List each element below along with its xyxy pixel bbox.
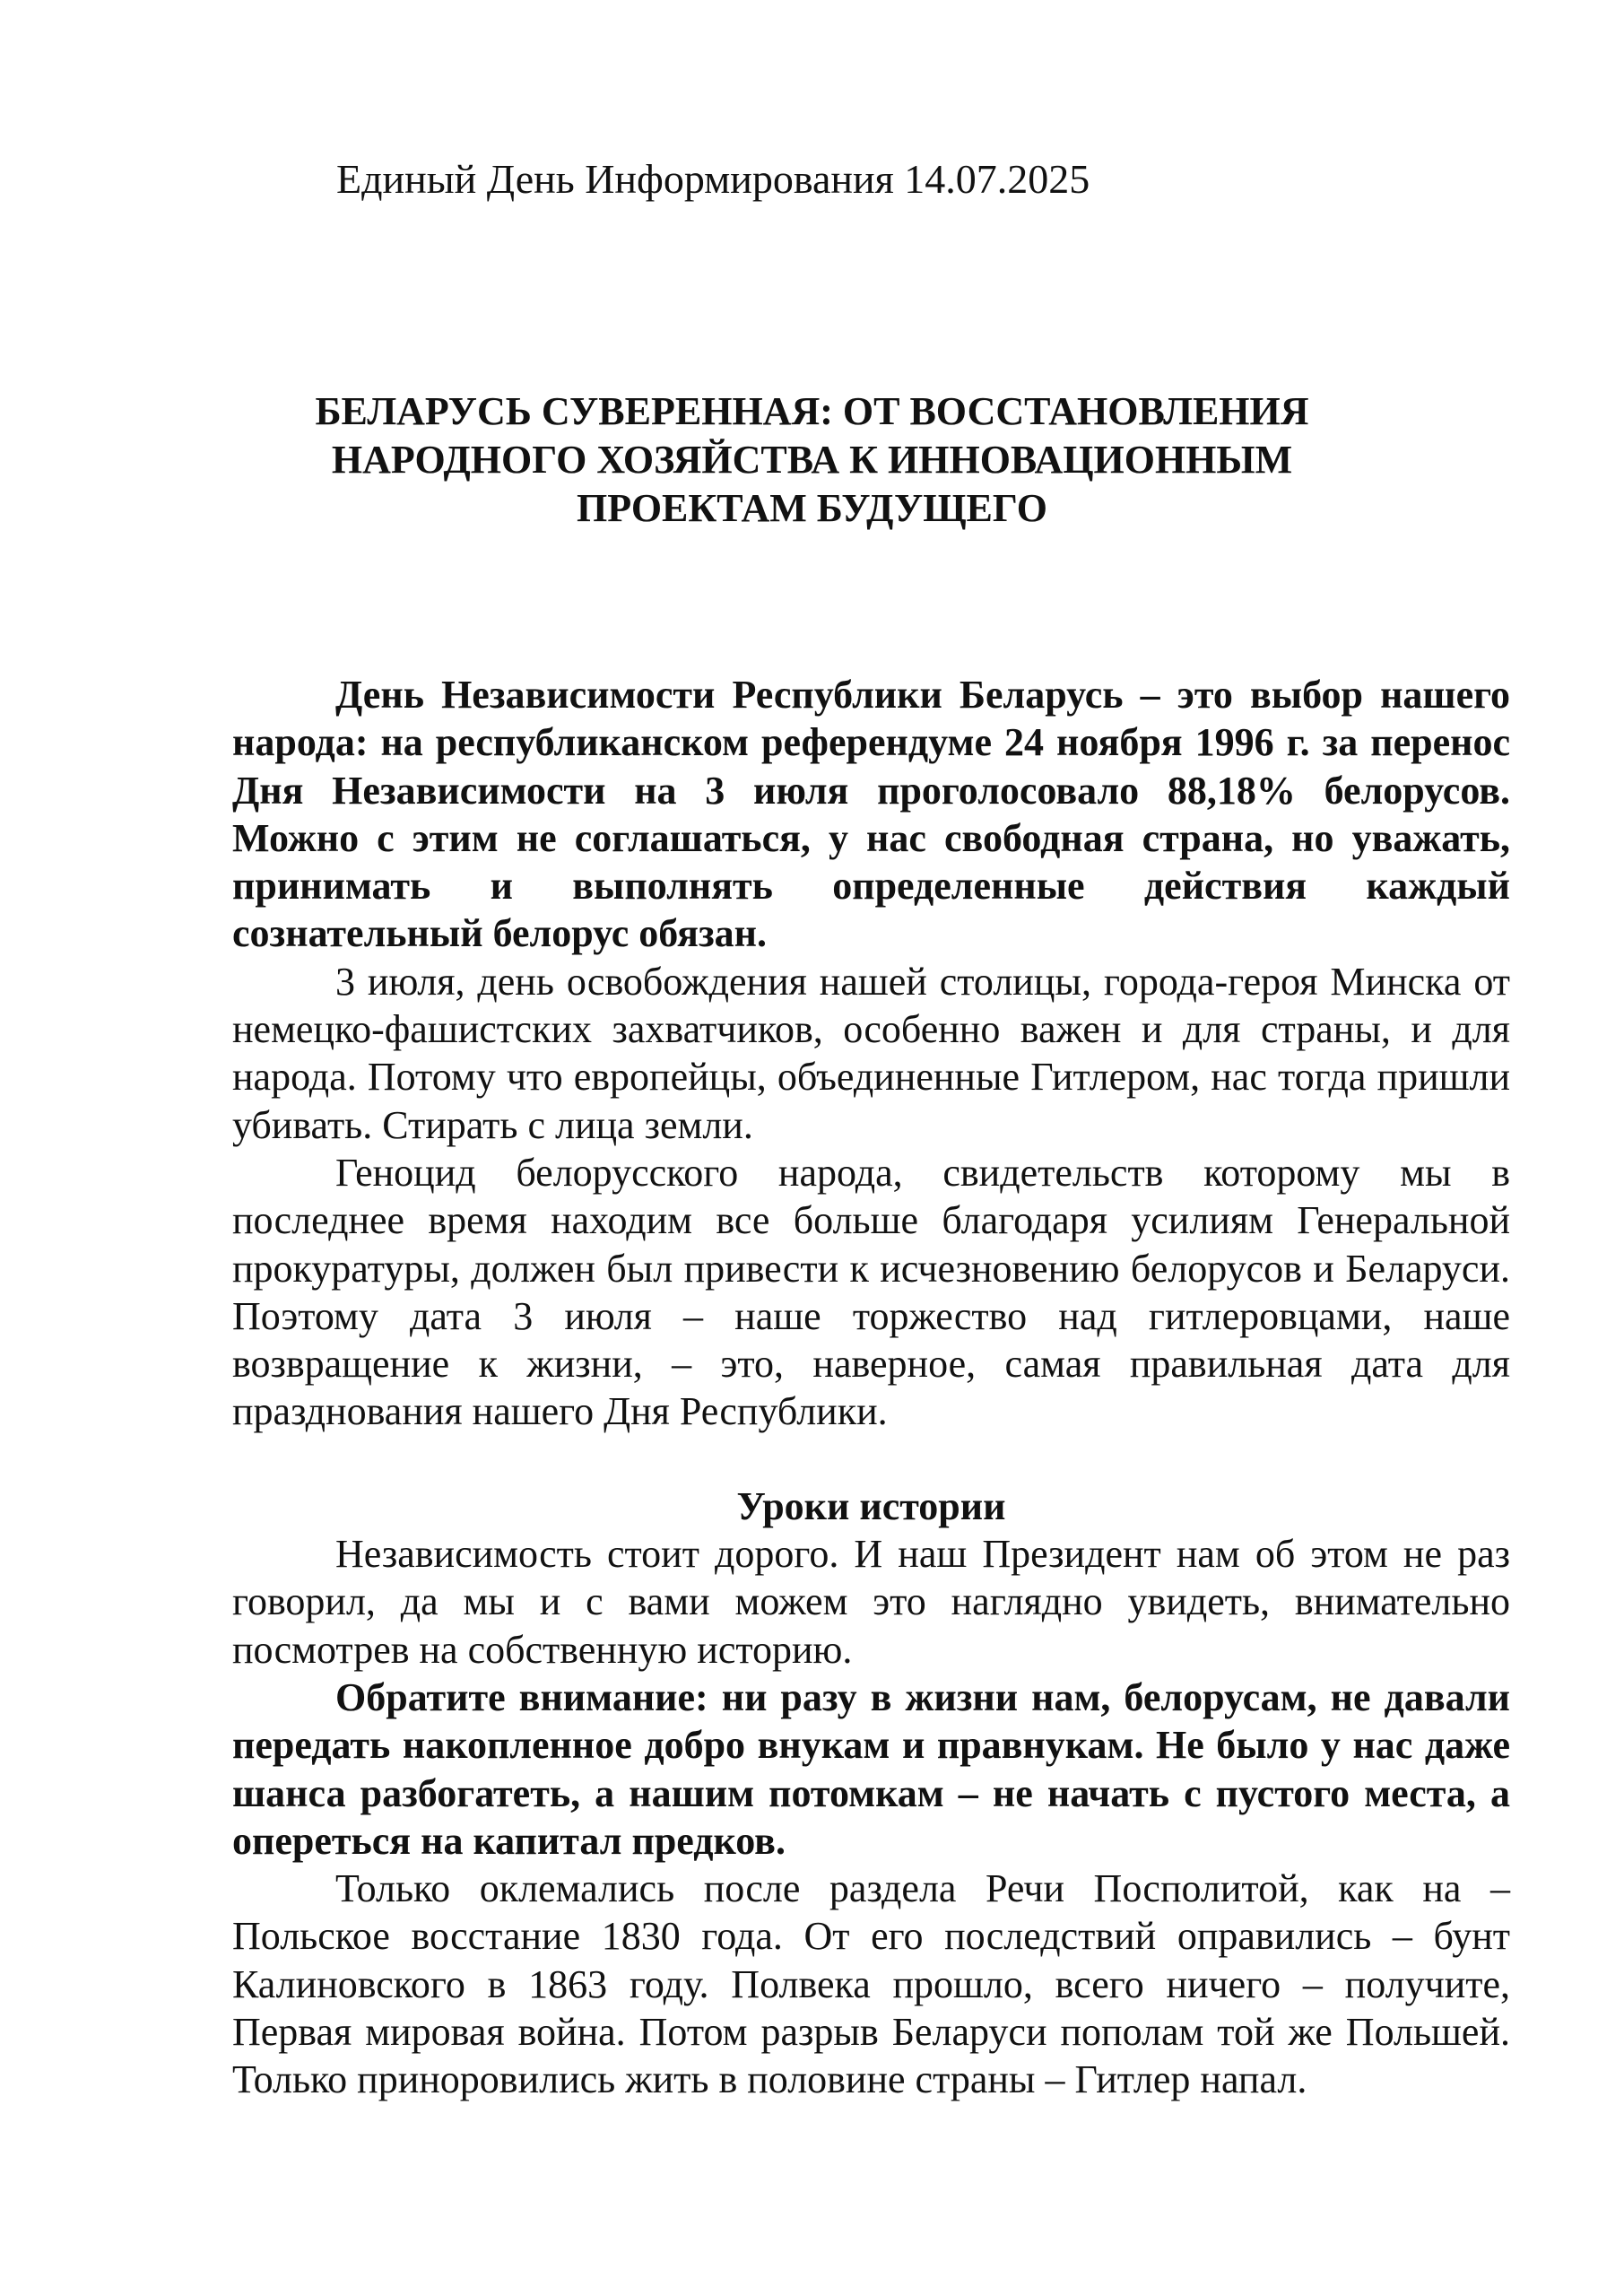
document-title bbox=[269, 387, 1355, 533]
section-emphasis-paragraph: Обратите внимание: ни разу в жизни нам, белорусам, не давали передать накопленное добро внукам и правнукам. Не было у нас даже шанса разбогатеть, а нашим потомкам – не начать с пустого места, а опереться на капитал предков. bbox=[232, 1674, 1510, 1863]
section-paragraph: Только оклемались после раздела Речи Посполитой, как на – Польское восстание 1830 года. От его последствий оправились – бунт Калиновского в 1863 году. Полвека прошло, всего ничего – получите, Первая мировая война. Потом разрыв Беларуси пополам той же Польшей. Только приноровились жить в половине страны – Гитлер напал. bbox=[232, 1866, 1510, 2102]
body-paragraph: Геноцид белорусского народа, свидетельств которому мы в последнее время находим все больше благодаря усилиям Генеральной прокуратуры, должен был привести к исчезновению белорусов и Беларуси. Поэтому дата 3 июля – наше торжество над гитлеровцами, наше возвращение к жизни, – это, наверное, самая правильная дата для празднования нашего Дня Республики. bbox=[232, 1150, 1510, 1434]
section-paragraph: Независимость стоит дорого. И наш Президент нам об этом не раз говорил, да мы и с вами можем это наглядно увидеть, внимательно посмотрев на собственную историю. bbox=[232, 1532, 1510, 1672]
title-line-2: НАРОДНОГО ХОЗЯЙСТВА К ИННОВАЦИОННЫМ bbox=[331, 438, 1293, 482]
document-header: Единый День Информирования 14.07.2025 bbox=[336, 156, 1090, 202]
title-line-1: БЕЛАРУСЬ СУВЕРЕННАЯ: ОТ ВОССТАНОВЛЕНИЯ bbox=[315, 389, 1309, 433]
section-heading: Уроки истории bbox=[736, 1483, 1006, 1528]
intro-paragraph: День Независимости Республики Беларусь – это выбор нашего народа: на республиканском референдуме 24 ноября 1996 г. за перенос Дня Независимости на 3 июля проголосовало 88,18% белорусов. Можно с этим не соглашаться, у нас свободная страна, но уважать, принимать и выполнять определенные действия каждый сознательный белорус обязан. bbox=[232, 673, 1510, 956]
body-paragraph: 3 июля, день освобождения нашей столицы, города-героя Минска от немецко-фашистских захватчиков, особенно важен и для страны, и для народа. Потому что европейцы, объединенные Гитлером, нас тогда пришли убивать. Стирать с лица земли. bbox=[232, 959, 1510, 1147]
document-body bbox=[232, 671, 1510, 2104]
title-line-3: ПРОЕКТАМ БУДУЩЕГО bbox=[576, 486, 1048, 530]
